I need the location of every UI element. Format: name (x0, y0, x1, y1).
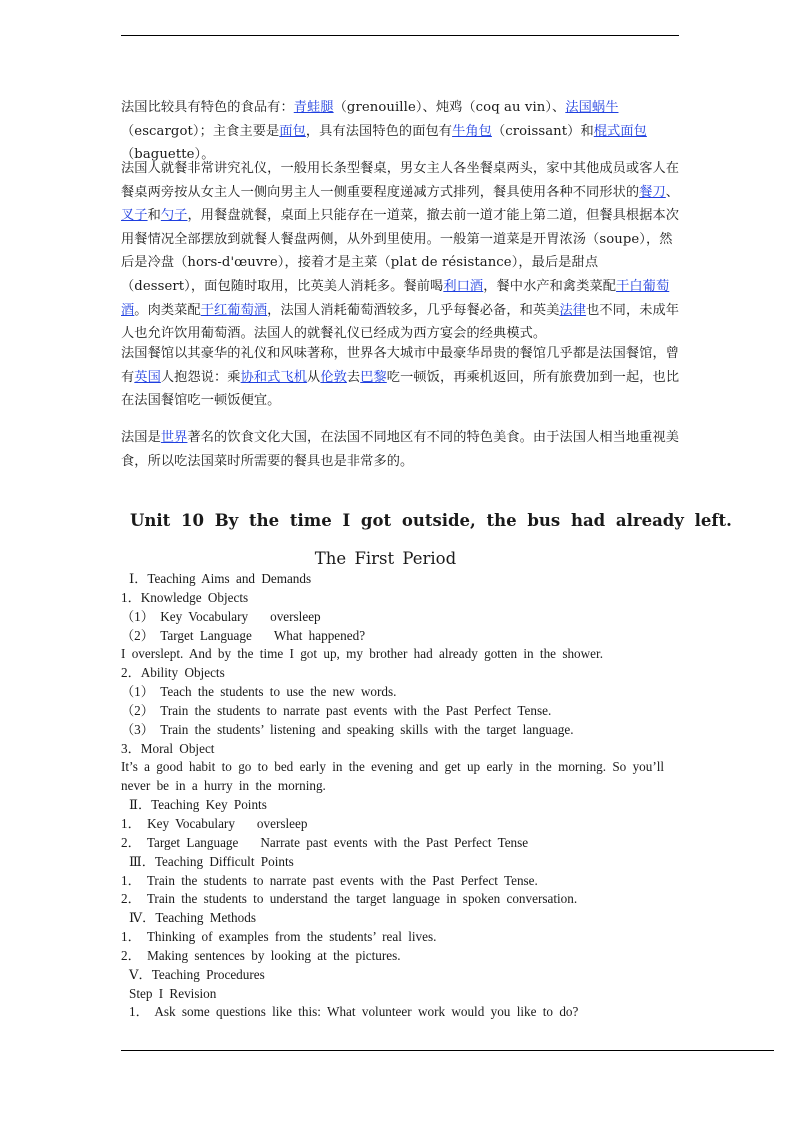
text: 、 (665, 184, 680, 200)
link-baguette[interactable]: 棍式面包 (593, 123, 647, 139)
outline-item: It’s a good habit to go to bed early in the evening and get up early in the morning. So you’ll never be in a hurry in the morning. (121, 759, 665, 794)
section-heading: Ⅴ．Teaching Procedures (129, 966, 265, 982)
outline-item: （1） Key Vocabulary oversleep (121, 608, 321, 624)
outline-item: （3） Train the students’ listening and speaking skills with the target language. (121, 721, 574, 737)
section-heading: Ⅳ．Teaching Methods (129, 910, 256, 926)
link-london[interactable]: 伦敦 (320, 369, 347, 385)
text: ，具有法国特色的面包有 (305, 123, 453, 139)
step-heading: Step I Revision (129, 985, 217, 1001)
link-frog-legs[interactable]: 青蛙腿 (293, 100, 334, 115)
text: 法国人就餐非常讲究礼仪，一般用长条型餐桌，男女主人各坐餐桌两头，家中其他成员或客人在餐桌两旁按从女主人一侧向男主人一侧重要程度递减方式排列，餐具使用各种不同形状的 (121, 161, 680, 200)
outline-item: （1） Teach the students to use the new words. (121, 684, 397, 700)
outline-item: 1． Thinking of examples from the students’ real lives. (121, 929, 437, 945)
outline-item: I overslept. And by the time I got up, my brother had already gotten in the shower. (121, 646, 603, 662)
text: 去 (346, 369, 361, 385)
unit-title: Unit 10 By the time I got outside, the bus had already left. (130, 511, 732, 530)
text: 法国是 (121, 430, 161, 445)
outline-item: （2） Target Language What happened? (121, 627, 366, 643)
link-concorde[interactable]: 协和式飞机 (240, 369, 308, 385)
text: （croissant）和 (491, 123, 594, 139)
text: 也不同，未成年人也允许饮用葡萄酒。法国人的就餐礼仪已经成为西方宴会的经典模式。 (121, 302, 680, 342)
outline-item: （2） Train the students to narrate past events with the Past Perfect Tense. (121, 702, 552, 718)
text: 法国餐馆以其豪华的礼仪和风味著称，世界各大城市中最豪华昂贵的餐馆几乎都是法国餐馆，曾有 (121, 346, 680, 385)
outline-item: 1． Ask some questions like this: What volunteer work would you like to do? (129, 1004, 579, 1020)
outline-item: 1． Key Vocabulary oversleep (121, 815, 308, 831)
link-liqueur[interactable]: 利口酒 (443, 278, 484, 294)
footer-rule (121, 1050, 774, 1051)
link-england[interactable]: 英国 (134, 369, 161, 385)
text: 吃一顿饭，再乘机返回，所有旅费加到一起，也比在法国餐馆吃一顿饭便宜。 (121, 369, 680, 409)
text: （grenouille）、炖鸡（coq au vin）、 (333, 100, 566, 115)
link-paris[interactable]: 巴黎 (360, 369, 387, 385)
link-world[interactable]: 世界 (160, 430, 188, 445)
text: ，餐中水产和禽类菜配 (483, 278, 617, 294)
text: 。肉类菜配 (134, 302, 201, 318)
text: （escargot）；主食主要是 (121, 123, 280, 139)
section-heading: Ⅰ．Teaching Aims and Demands (129, 571, 312, 586)
section-heading: Ⅲ．Teaching Difficult Points (129, 853, 294, 869)
link-spoon[interactable]: 勺子 (160, 208, 188, 224)
text: ，用餐盘就餐，桌面上只能存在一道菜，撤去前一道才能上第二道，但餐具根据本次用餐情况全部摆放到就餐人餐盘两侧，从外到里使用。一般第一道菜是开胃浓汤（soupe），然后是冷盘（hors-d'œuvre），接着才是主菜（plat de résistance），最后是甜点（dessert），面包随时取用，比英美人消耗多。餐前喝 (121, 208, 680, 294)
link-bread[interactable]: 面包 (279, 123, 306, 139)
paragraph-food-culture (121, 426, 681, 473)
text: 著名的饮食文化大国，在法国不同地区有不同的特色美食。由于法国人相当地重视美食，所以吃法国菜时所需要的餐具也是非常多的。 (121, 430, 680, 469)
text: 从 (307, 369, 321, 385)
outline-item: 2．Ability Objects (121, 665, 225, 681)
outline-item: 2． Target Language Narrate past events with the Past Perfect Tense (121, 834, 529, 850)
outline-item: 2． Making sentences by looking at the pictures. (121, 947, 401, 963)
link-french-snail[interactable]: 法国蜗牛 (565, 100, 619, 115)
link-red-wine[interactable]: 干红葡萄酒 (200, 302, 268, 318)
text: （baguette）。 (121, 147, 215, 163)
text: ，法国人消耗葡萄酒较多，几乎每餐必备，和英美 (267, 302, 560, 318)
text: 人抱怨说：乘 (160, 369, 241, 385)
link-knife[interactable]: 餐刀 (639, 184, 666, 200)
link-croissant[interactable]: 牛角包 (452, 123, 492, 139)
paragraph-dining-etiquette (121, 157, 681, 346)
link-fork[interactable]: 叉子 (121, 208, 148, 224)
outline-item: 1．Knowledge Objects (121, 589, 249, 605)
outline-item: 2． Train the students to understand the target language in spoken conversation. (121, 891, 578, 907)
text: 和 (147, 208, 161, 224)
outline-item: 1． Train the students to narrate past events with the Past Perfect Tense. (121, 872, 538, 888)
outline-item: 3．Moral Object (121, 740, 215, 756)
section-heading: Ⅱ．Teaching Key Points (129, 797, 267, 813)
link-white-wine[interactable]: 干白葡萄酒 (121, 278, 670, 318)
paragraph-french-restaurants (121, 342, 681, 413)
header-rule (121, 35, 679, 36)
text: 法国比较具有特色的食品有： (121, 100, 294, 115)
link-law[interactable]: 法律 (559, 302, 587, 318)
lesson-outline (121, 570, 681, 1022)
period-title: The First Period (314, 549, 457, 568)
